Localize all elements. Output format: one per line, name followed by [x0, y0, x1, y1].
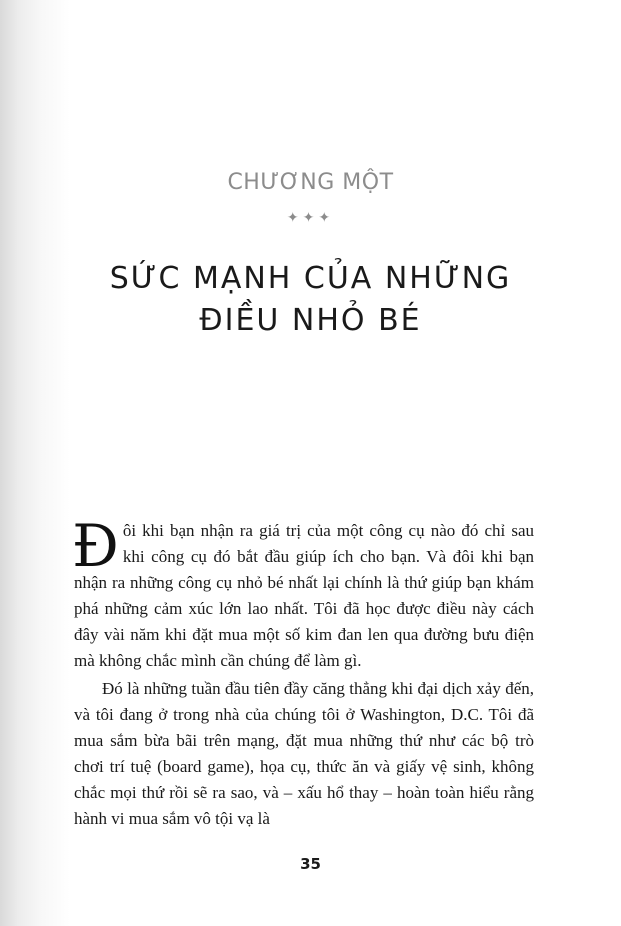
page-number: 35	[300, 855, 321, 873]
paragraph-1	[72, 512, 534, 674]
paragraph-2: Đó là những tuần đầu tiên đầy căng thẳng khi đại dịch xảy đến, và tôi đang ở trong nhà của chúng tôi ở Washington, D.C. Tôi đã mua sắm bừa bãi trên mạng, đặt mua những thứ như các bộ trò chơi trí tuệ (board game), họa cụ, thức ăn và giấy vệ sinh, không chắc mọi thứ rồi sẽ ra sao, và – xấu hổ thay – hoàn toàn hiểu rằng hành vi mua sắm vô tội vạ là	[74, 679, 534, 828]
chapter-title-line-1: SỨC MẠNH CỦA NHỮNG	[109, 261, 512, 296]
chapter-label: CHƯƠNG MỘT	[227, 170, 394, 195]
chapter-title-line-2: ĐIỀU NHỎ BÉ	[199, 303, 422, 338]
chapter-title	[40, 258, 581, 342]
paragraph-1-text: ôi khi bạn nhận ra giá trị của một công cụ nào đó chỉ sau khi công cụ đó bắt đầu giúp ích cho bạn. Và đôi khi bạn nhận ra những công cụ nhỏ bé nhất lại chính là thứ giúp bạn khám phá những cảm xúc lớn lao nhất. Tôi đã học được điều này cách đây vài năm khi đặt mua một số kim đan len qua đường bưu điện mà không chắc mình cần chúng để làm gì.	[74, 521, 534, 670]
drop-cap: Đ	[72, 512, 119, 580]
ornament-stars-icon: ✦✦✦	[286, 210, 335, 226]
